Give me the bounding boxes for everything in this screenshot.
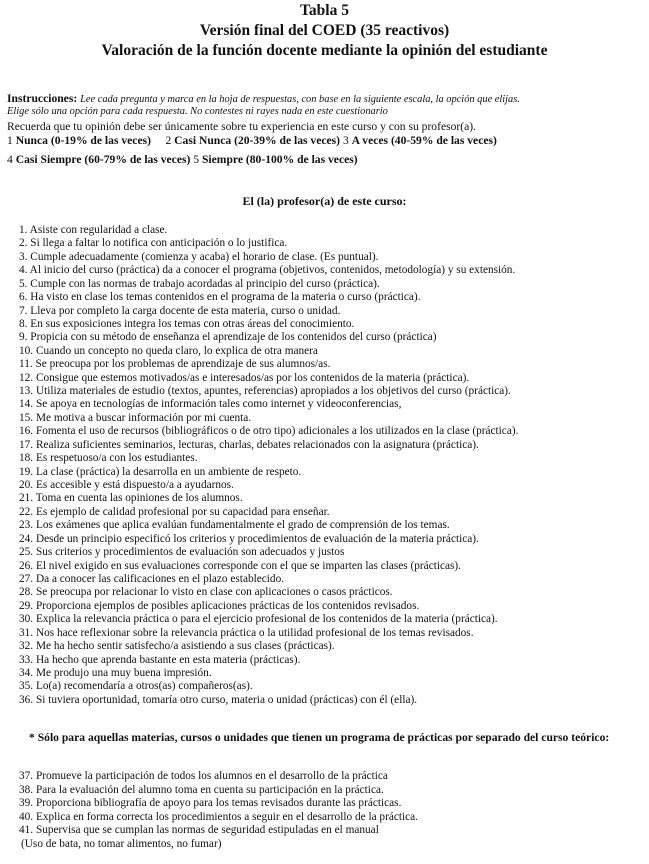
scale-5: 5 Siempre (80-100% de las veces) — [193, 153, 358, 166]
question-item: 19. La clase (práctica) la desarrolla en un ambiente de respeto. — [19, 465, 302, 478]
question-item: 3. Cumple adecuadamente (comienza y acaba) el horario de clase. (Es puntual). — [19, 250, 379, 263]
question-item: 16. Fomenta el uso de recursos (bibliográficos o de otro tipo) adicionales a los utilizados en la clase (práctica). — [19, 425, 519, 438]
question-item-note: (Uso de bata, no tomar alimentos, no fumar) — [21, 837, 222, 850]
document-title: Versión final del COED (35 reactivos) — [199, 22, 450, 39]
question-item: 26. El nivel exigido en sus evaluaciones corresponde con el que se imparten las clases (prácticas). — [19, 559, 461, 572]
question-item: 37. Promueve la participación de todos los alumnos en el desarrollo de la práctica — [19, 770, 388, 782]
question-item: 11. Se preocupa por los problemas de aprendizaje de sus alumnos/as. — [19, 358, 331, 371]
question-item: 2. Si llega a faltar lo notifica con anticipación o lo justifica. — [19, 237, 288, 250]
question-item: 4. Al inicio del curso (práctica) da a conocer el programa (objetivos, contenidos, metodología) y su extensión. — [19, 264, 516, 277]
question-item: 30. Explica la relevancia práctica o para el ejercicio profesional de los contenidos de la materia (práctica). — [19, 613, 498, 626]
question-item: 17. Realiza suficientes seminarios, lecturas, charlas, debates relacionados con la asignatura (práctica). — [19, 438, 479, 451]
question-item: 25. Sus criterios y procedimientos de evaluación son adecuados y justos — [19, 546, 345, 559]
document-subtitle: Valoración de la función docente mediante la opinión del estudiante — [101, 42, 548, 59]
instructions-line-2: Elige sólo una opción para cada respuesta. No contestes ni rayes nada en este cuestionario — [7, 106, 388, 117]
scale-2: 2 Casi Nunca (20-39% de las veces) — [165, 134, 341, 147]
question-item: 32. Me ha hecho sentir satisfecho/a asistiendo a sus clases (prácticas). — [19, 640, 335, 653]
section-heading: El (la) profesor(a) de este curso: — [242, 194, 407, 208]
question-item: 31. Nos hace reflexionar sobre la relevancia práctica o la utilidad profesional de los temas revisados. — [19, 626, 474, 639]
question-item: 35. Lo(a) recomendaría a otros(as) compañeros(as). — [19, 680, 253, 693]
question-item: 28. Se preocupa por relacionar lo visto en clase con aplicaciones o casos prácticos. — [19, 586, 393, 599]
table-number: Tabla 5 — [300, 2, 349, 19]
question-item: 1. Asiste con regularidad a clase. — [19, 224, 168, 236]
question-item: 13. Utiliza materiales de estudio (textos, apuntes, referencias) apropiados a los objetivos del curso (práctica). — [19, 385, 511, 398]
question-item: 41. Supervisa que se cumplan las normas de seguridad estipuladas en el manual — [19, 824, 379, 837]
instructions-line-3: Recuerda que tu opinión debe ser únicamente sobre tu experiencia en este curso y con su profesor(a). — [7, 120, 477, 133]
question-list — [19, 224, 518, 707]
instructions-text: Lee cada pregunta y marca en la hoja de respuestas, con base en la siguiente escala, la opción que elijas. — [80, 94, 520, 105]
question-item: 22. Es ejemplo de calidad profesional por su capacidad para enseñar. — [19, 505, 330, 518]
question-item: 29. Proporciona ejemplos de posibles aplicaciones prácticas de los contenidos revisados. — [19, 599, 420, 612]
question-item: 5. Cumple con las normas de trabajo acordadas al principio del curso (práctica). — [19, 277, 380, 290]
question-item: 6. Ha visto en clase los temas contenidos en el programa de la materia o curso (práctica). — [19, 291, 421, 304]
question-item: 40. Explica en forma correcta los procedimientos a seguir en el desarrollo de la práctica. — [19, 810, 418, 823]
instructions-line-1 — [7, 92, 520, 105]
question-item: 23. Los exámenes que aplica evalúan fundamentalmente el grado de comprensión de los temas. — [19, 519, 450, 532]
question-item: 18. Es respetuoso/a con los estudiantes. — [19, 452, 198, 465]
scale-line-1 — [7, 134, 497, 147]
question-item: 39. Proporciona bibliografía de apoyo para los temas revisados durante las prácticas. — [19, 797, 402, 810]
question-item: 38. Para la evaluación del alumno toma en cuenta su participación en la práctica. — [19, 783, 384, 796]
question-item: 7. Lleva por completo la carga docente de esta materia, curso o unidad. — [19, 304, 341, 317]
question-item: 12. Consigue que estemos motivados/as e interesados/as por los contenidos de la materia (práctica). — [19, 371, 470, 384]
question-item: 36. Si tuviera oportunidad, tomaría otro curso, materia o unidad (prácticas) con él (ella). — [19, 693, 418, 706]
instructions-label: Instrucciones: — [7, 92, 78, 105]
question-item: 15. Me motiva a buscar información por mi cuenta. — [19, 411, 252, 424]
question-item: 9. Propicia con su método de enseñanza el aprendizaje de los contenidos del curso (práctica) — [19, 331, 437, 344]
scale-line-2 — [7, 153, 358, 166]
question-item: 10. Cuando un concepto no queda claro, lo explica de otra manera — [19, 344, 318, 357]
question-item: 33. Ha hecho que aprenda bastante en esta materia (prácticas). — [19, 653, 301, 666]
practice-question-list — [19, 770, 418, 852]
question-item: 8. En sus exposiciones integra los temas con otras áreas del conocimiento. — [19, 317, 355, 330]
practice-note: * Sólo para aquellas materias, cursos o unidades que tienen un programa de prácticas por separado del curso teórico: — [29, 731, 610, 744]
question-item: 34. Me produjo una muy buena impresión. — [19, 666, 212, 679]
scale-3: 3 A veces (40-59% de las veces) — [342, 134, 497, 147]
question-item: 14. Se apoya en tecnologías de información tales como internet y videoconferencias, — [19, 398, 402, 411]
scale-4: 4 Casi Siempre (60-79% de las veces) — [7, 153, 191, 166]
question-item: 20. Es accesible y está dispuesto/a a ayudarnos. — [19, 479, 234, 492]
question-item: 27. Da a conocer las calificaciones en el plazo establecido. — [19, 572, 285, 585]
question-item: 24. Desde un principio especificó los criterios y procedimientos de evaluación de la materia práctica). — [19, 532, 479, 545]
scale-1: 1 Nunca (0-19% de las veces) — [7, 134, 151, 147]
question-item: 21. Toma en cuenta las opiniones de los alumnos. — [19, 492, 243, 505]
